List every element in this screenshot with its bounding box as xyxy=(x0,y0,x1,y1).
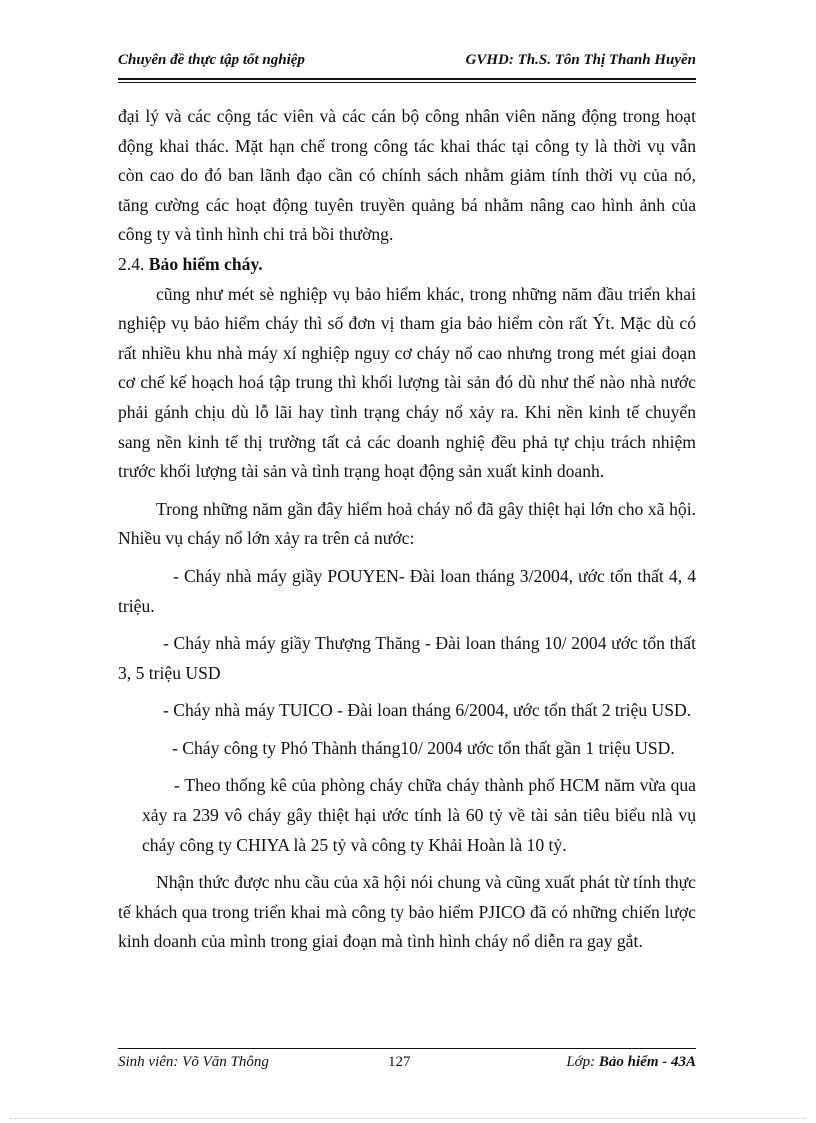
list-item: - Theo thống kê của phòng cháy chữa cháy thành phố HCM năm vừa qua xảy ra 239 vô cháy gây thiệt hại ước tính là 60 tỷ về tài sản tiêu biểu nlà vụ cháy công ty CHIYA là 25 tỷ và công ty Khải Hoàn là 10 tỷ. xyxy=(142,775,696,855)
header-divider-thin xyxy=(118,82,696,83)
footer-divider xyxy=(118,1048,696,1049)
footer-class-name: Bảo hiểm - 43A xyxy=(598,1054,696,1070)
section-number: 2.4. xyxy=(118,253,145,274)
intro-paragraph: đại lý và các cộng tác viên và các cán bộ công nhân viên năng động trong hoạt động khai thác. Mặt hạn chế trong công tác khai thác tại công ty là thời vụ vẫn còn cao do đó ban lãnh đạo cần có chính sách nhằm giảm tính thời vụ của nó, tăng cường các hoạt động tuyên truyền quảng bá nhằm nâng cao hình ảnh của công ty và tình hình chi trả bồi thường. xyxy=(118,106,696,245)
footer-class-label: Lớp: xyxy=(566,1054,596,1070)
section-heading xyxy=(118,250,696,280)
page-edge-divider xyxy=(10,1118,806,1119)
page-header xyxy=(118,52,696,75)
header-divider-thick xyxy=(118,78,696,80)
paragraph-recent-fires: Trong những năm gần đây hiểm hoả cháy nổ đã gây thiệt hại lớn cho xã hội. Nhiều vụ cháy nổ lớn xảy ra trên cả nước: xyxy=(118,498,696,549)
list-item: - Cháy nhà máy giầy POUYEN- Đài loan tháng 3/2004, ước tổn thất 4, 4 triệu. xyxy=(118,565,696,616)
paragraph-fire-insurance-background: cũng như mét sè nghiệp vụ bảo hiểm khác, trong những năm đầu triển khai nghiệp vụ bảo hiểm cháy thì số đơn vị tham gia bảo hiểm còn rất Ýt. Mặc dù có rất nhiều khu nhà máy xí nghiệp nguy cơ cháy nổ cao nhưng trong mét giai đoạn cơ chế kế hoạch hoá tập trung thì khối lượng tài sản đó dù như thế nào nhà nước phải gánh chịu dù lỗ lãi hay tình trạng cháy nổ xảy ra. Khi nền kinh tế chuyển sang nền kinh tế thị trường tất cả các doanh nghiệ đều phả tự chịu trách nhiệm trước khối lượng tài sản và tình trạng hoạt động sản xuất kinh doanh. xyxy=(118,283,696,482)
page-footer xyxy=(118,1054,696,1071)
header-document-title: Chuyên đề thực tập tốt nghiệp xyxy=(118,52,305,68)
list-item: - Cháy nhà máy TUICO - Đài loan tháng 6/2004, ước tổn thất 2 triệu USD. xyxy=(163,700,692,721)
footer-student-name: Võ Văn Thông xyxy=(182,1054,269,1070)
page-number: 127 xyxy=(388,1054,411,1070)
page-body xyxy=(118,102,696,957)
paragraph-pjico-strategy: Nhận thức được nhu cầu của xã hội nói chung và cũng xuất phát từ tính thực tế khách qua trong triển khai mà công ty bảo hiểm PJICO đã có những chiến lược kinh doanh của mình trong giai đoạn mà tình hình cháy nổ diễn ra gay gắt. xyxy=(118,872,696,952)
list-item: - Cháy công ty Phó Thành tháng10/ 2004 ước tổn thất gần 1 triệu USD. xyxy=(172,737,675,758)
list-item: - Cháy nhà máy giầy Thượng Thăng - Đài loan tháng 10/ 2004 ước tổn thất 3, 5 triệu USD xyxy=(118,633,696,683)
footer-student xyxy=(118,1054,388,1071)
section-title: Bảo hiểm cháy. xyxy=(148,253,263,274)
footer-student-label: Sinh viên: xyxy=(118,1054,179,1070)
footer-class xyxy=(448,1054,696,1071)
header-supervisor: GVHD: Th.S. Tôn Thị Thanh Huyền xyxy=(465,52,696,68)
